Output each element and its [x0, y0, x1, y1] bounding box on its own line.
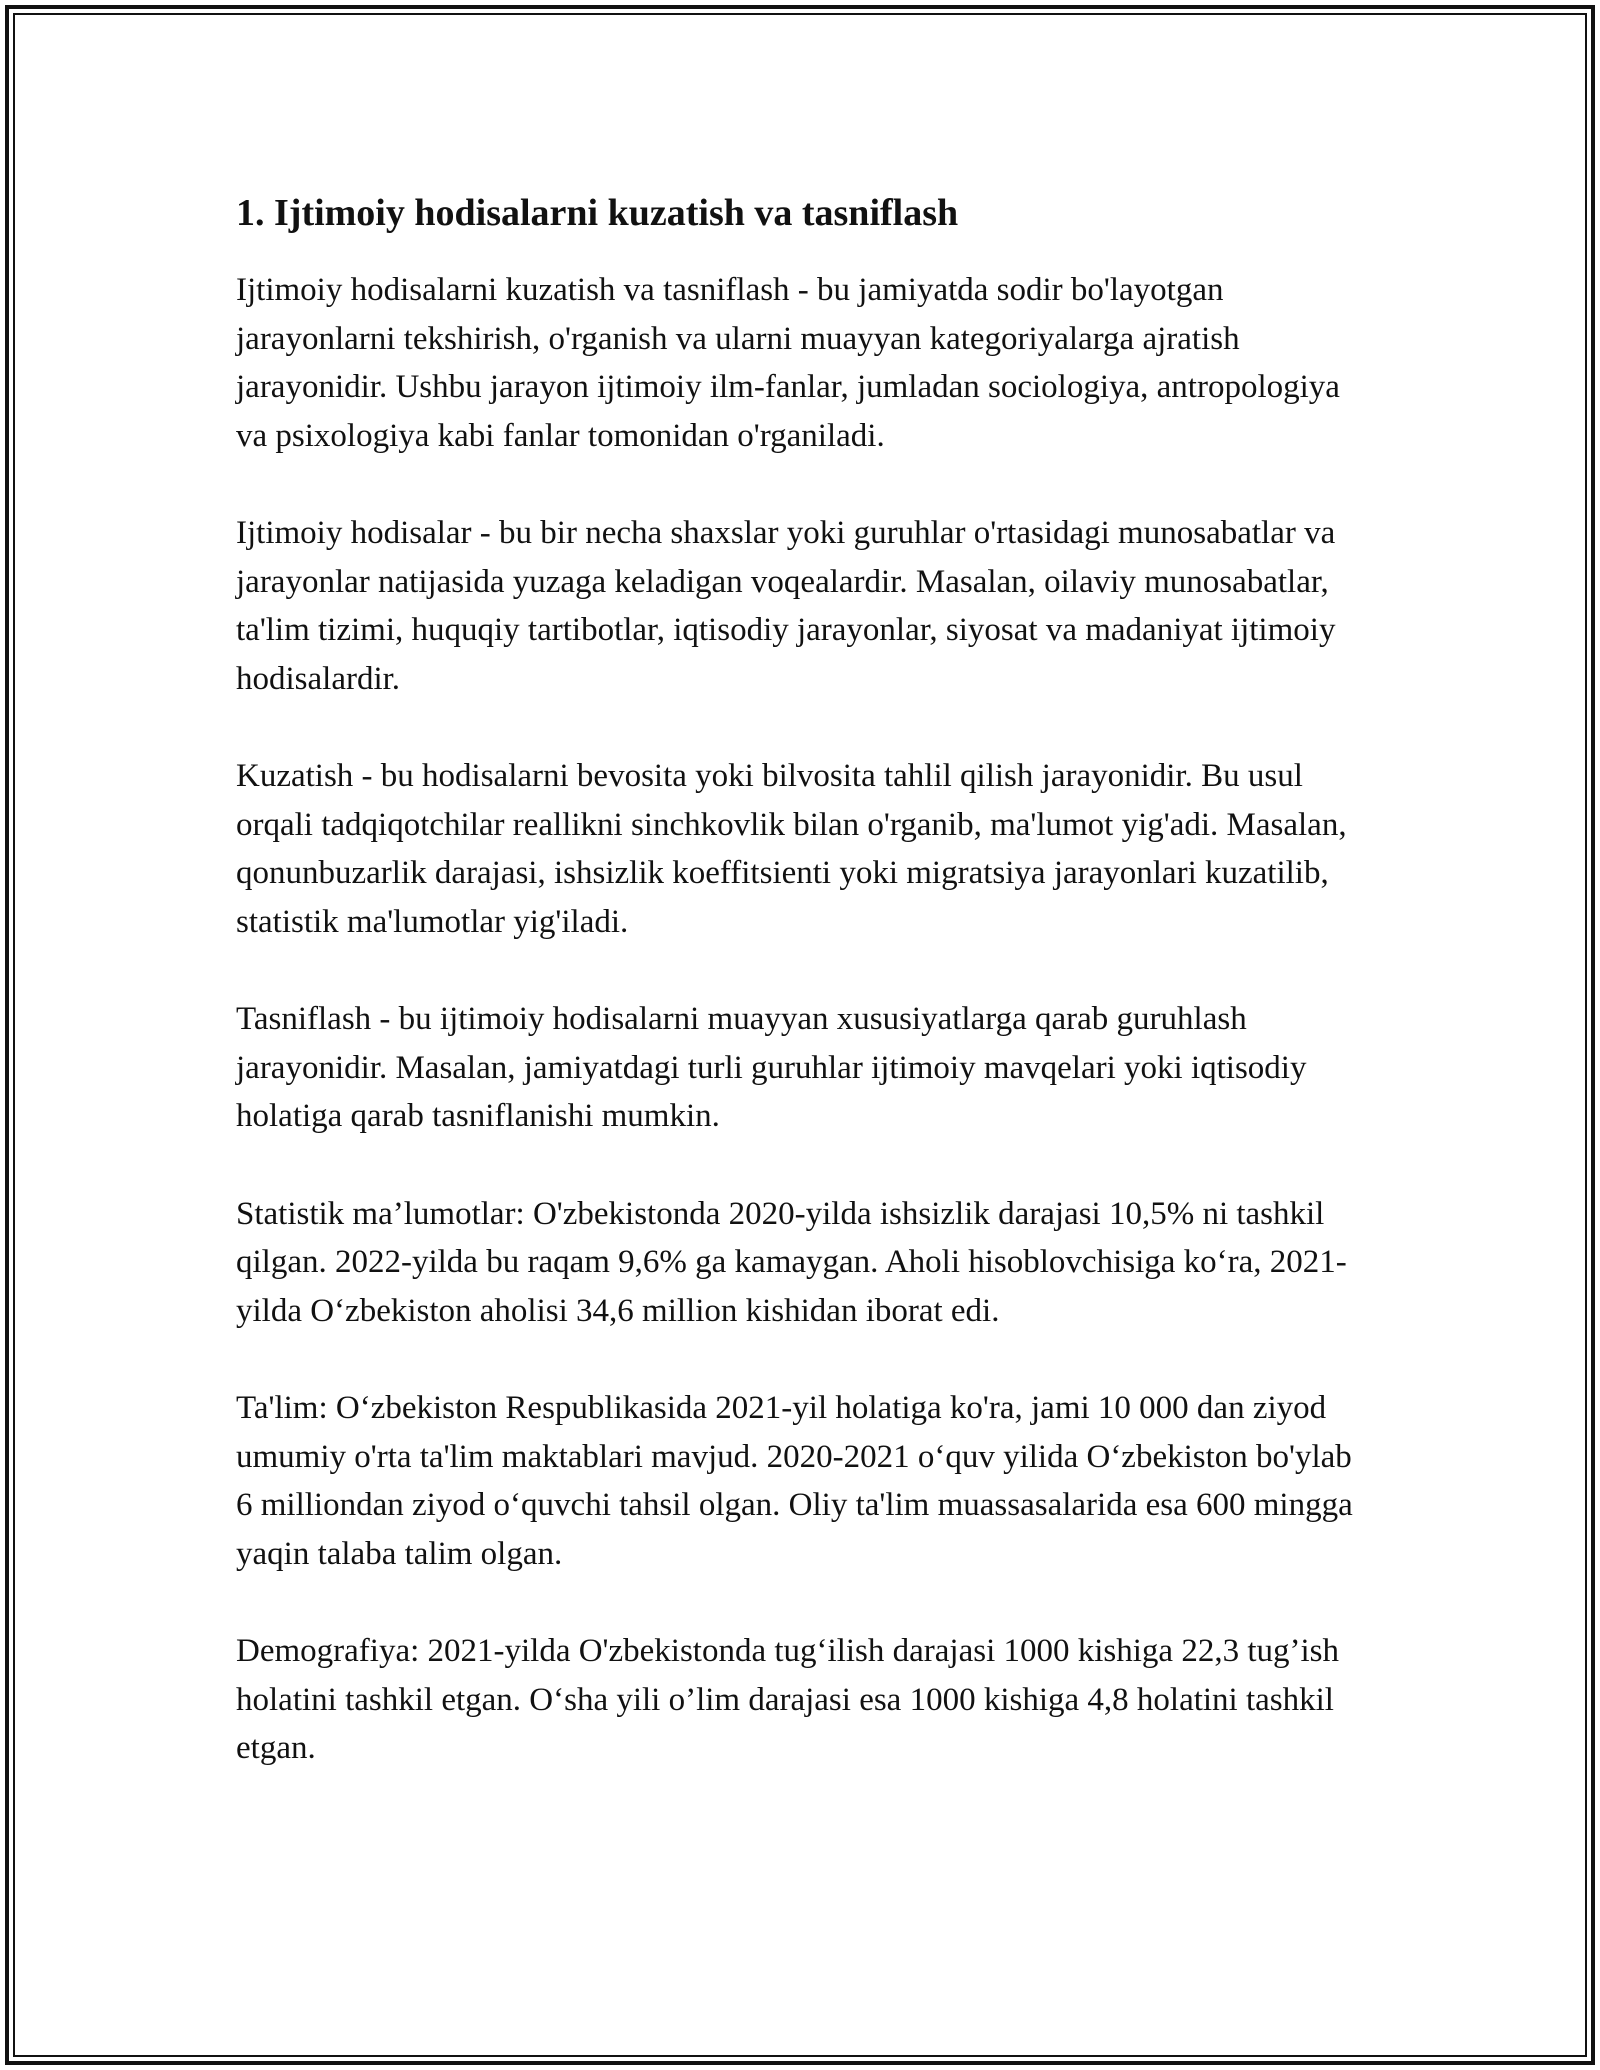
paragraph-demography: Demografiya: 2021-yilda O'zbekistonda tug‘ilish darajasi 1000 kishiga 22,3 tug’ish holatini tashkil etgan. O‘sha yili o’lim darajasi esa 1000 kishiga 4,8 holatini tashkil etgan. [236, 1633, 1339, 1766]
paragraph-social-phenomena: Ijtimoiy hodisalar - bu bir necha shaxslar yoki guruhlar o'rtasidagi munosabatlar va jarayonlar natijasida yuzaga keladigan voqealardir. Masalan, oilaviy munosabatlar, ta'lim tizimi, huquqiy tartibotlar, iqtisodiy jarayonlar, siyosat va madaniyat ijtimoiy hodisalardir. [236, 515, 1336, 697]
section-heading: 1. Ijtimoiy hodisalarni kuzatish va tasniflash [236, 192, 959, 234]
document-body [236, 186, 1376, 1822]
paragraph-education: Ta'lim: O‘zbekiston Respublikasida 2021-yil holatiga ko'ra, jami 10 000 dan ziyod umumiy o'rta ta'lim maktablari mavjud. 2020-2021 o‘quv yilida O‘zbekiston bo'ylab 6 milliondan ziyod o‘quvchi tahsil olgan. Oliy ta'lim muassasalarida esa 600 mingga yaqin talaba talim olgan. [236, 1390, 1353, 1572]
paragraph-classification: Tasniflash - bu ijtimoiy hodisalarni muayyan xususiyatlarga qarab guruhlash jarayonidir. Masalan, jamiyatdagi turli guruhlar ijtimoiy mavqelari yoki iqtisodiy holatiga qarab tasniflanishi mumkin. [236, 1001, 1307, 1134]
paragraph-statistics: Statistik ma’lumotlar: O'zbekistonda 2020-yilda ishsizlik darajasi 10,5% ni tashkil qilgan. 2022-yilda bu raqam 9,6% ga kamaygan. Aholi hisoblovchisiga ko‘ra, 2021-yilda O‘zbekiston aholisi 34,6 million kishidan iborat edi. [236, 1195, 1347, 1329]
paragraph-observation: Kuzatish - bu hodisalarni bevosita yoki bilvosita tahlil qilish jarayonidir. Bu usul orqali tadqiqotchilar reallikni sinchkovlik bilan o'rganib, ma'lumot yig'adi. Masalan, qonunbuzarlik darajasi, ishsizlik koeffitsienti yoki migratsiya jarayonlari kuzatilib, statistik ma'lumotlar yig'iladi. [236, 758, 1347, 940]
paragraph-intro: Ijtimoiy hodisalarni kuzatish va tasniflash - bu jamiyatda sodir bo'layotgan jarayonlarni tekshirish, o'rganish va ularni muayyan kategoriyalarga ajratish jarayonidir. Ushbu jarayon ijtimoiy ilm-fanlar, jumladan sociologiya, antropologiya va psixologiya kabi fanlar tomonidan o'rganiladi. [236, 272, 1340, 454]
